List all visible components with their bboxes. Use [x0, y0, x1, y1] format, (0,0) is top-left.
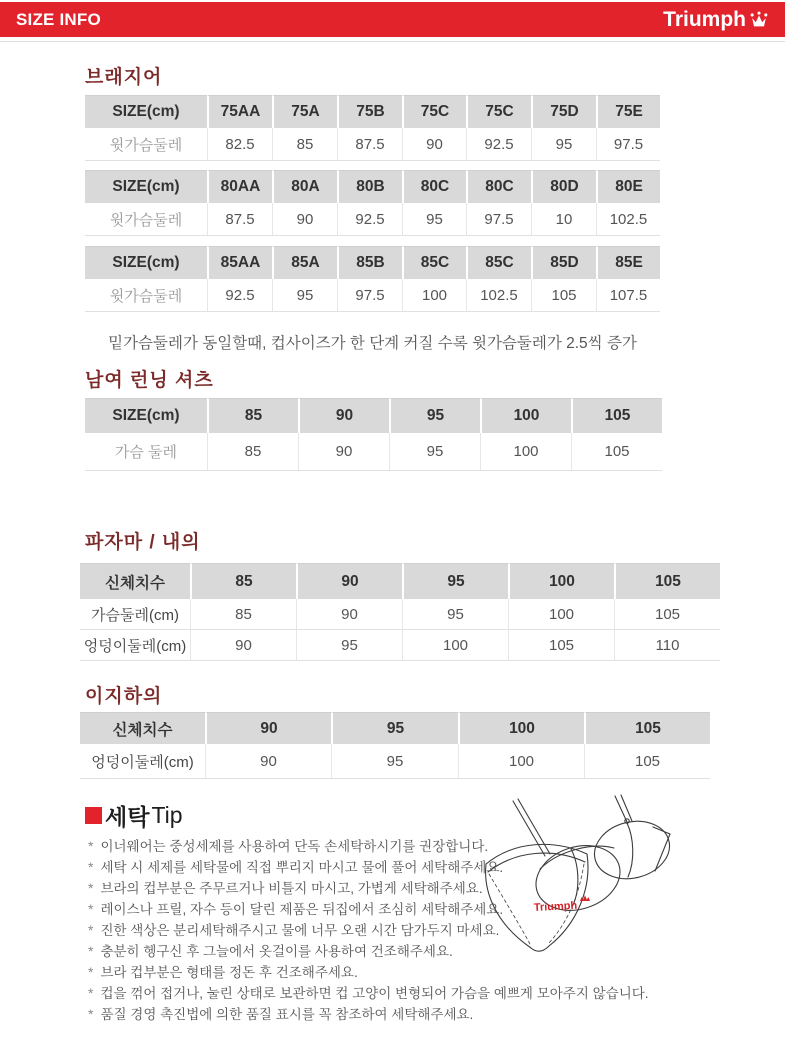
column-header: 100 — [458, 712, 584, 744]
wash-tip-text: 세탁 시 세제를 세탁물에 직접 뿌리지 마시고 물에 풀어 세탁해주세요. — [100, 860, 504, 875]
section-title-bra: 브래지어 — [85, 67, 163, 88]
table-corner-header: SIZE(cm) — [85, 170, 207, 203]
cell-value: 105 — [508, 630, 614, 661]
wash-tip-text: 진한 색상은 분리세탁해주시고 물에 너무 오랜 시간 담가두지 마세요. — [100, 923, 500, 938]
column-header: 85E — [596, 246, 660, 279]
column-header: 100 — [508, 563, 614, 599]
size-table — [85, 170, 660, 236]
cell-value: 95 — [296, 630, 402, 661]
column-header: 80A — [272, 170, 337, 203]
table-corner-header: SIZE(cm) — [85, 246, 207, 279]
table-row — [85, 279, 660, 312]
asterisk-bullet-icon: * — [88, 943, 94, 959]
cell-value: 10 — [531, 203, 596, 236]
cell-value: 90 — [296, 599, 402, 630]
bra-size-table-75 — [85, 95, 660, 161]
column-header: 105 — [614, 563, 720, 599]
section-title-easy-bottoms: 이지하의 — [85, 686, 163, 707]
wash-tip-heading — [85, 799, 183, 832]
table-corner-header: SIZE(cm) — [85, 95, 207, 128]
cell-value: 95 — [402, 203, 466, 236]
section-title-pajama: 파자마 / 내의 — [85, 532, 201, 553]
column-header: 75C — [466, 95, 531, 128]
row-label: 윗가슴둘레 — [85, 128, 207, 161]
cell-value: 95 — [272, 279, 337, 312]
column-header: 80E — [596, 170, 660, 203]
cell-value: 102.5 — [466, 279, 531, 312]
cell-value: 82.5 — [207, 128, 272, 161]
wash-tip-heading-rest: Tip — [151, 802, 183, 828]
crown-icon — [749, 11, 769, 28]
column-header: 90 — [296, 563, 402, 599]
cell-value: 110 — [614, 630, 720, 661]
brand-wordmark: Triumph — [663, 7, 746, 31]
asterisk-bullet-icon: * — [88, 880, 94, 896]
illustration-crown-icon — [580, 895, 590, 901]
column-header: 75AA — [207, 95, 272, 128]
size-table — [85, 398, 662, 471]
cell-value: 92.5 — [337, 203, 402, 236]
cell-value: 105 — [584, 744, 710, 779]
cell-value: 90 — [298, 433, 389, 471]
column-header: 95 — [402, 563, 508, 599]
row-label: 가슴 둘레 — [85, 433, 207, 471]
table-header-row — [85, 170, 660, 203]
row-label: 윗가슴둘레 — [85, 279, 207, 312]
table-header-row — [80, 563, 720, 599]
column-header: 90 — [298, 398, 389, 433]
table-row — [80, 630, 720, 661]
cell-value: 100 — [458, 744, 584, 779]
wash-tip-text: 이너웨어는 중성세제를 사용하여 단독 손세탁하시기를 권장합니다. — [100, 839, 489, 854]
cell-value: 92.5 — [466, 128, 531, 161]
size-table — [85, 246, 660, 312]
column-header: 100 — [480, 398, 571, 433]
wash-tip-text: 품질 경영 촉진법에 의한 품질 표시를 꼭 참조하여 세탁해주세요. — [100, 1007, 474, 1022]
cell-value: 100 — [480, 433, 571, 471]
asterisk-bullet-icon: * — [88, 838, 94, 854]
asterisk-bullet-icon: * — [88, 1006, 94, 1022]
wash-tip-text: 컵을 꺾어 접거나, 눌린 상태로 보관하면 컵 고양이 변형되어 가슴을 예쁘게 모아주지 않습니다. — [100, 986, 649, 1001]
wash-tip-text: 브라 컵부분은 형태를 정돈 후 건조해주세요. — [100, 965, 358, 980]
table-corner-header: SIZE(cm) — [85, 398, 207, 433]
cell-value: 100 — [508, 599, 614, 630]
column-header: 85B — [337, 246, 402, 279]
table-row — [85, 203, 660, 236]
row-label: 가슴둘레(cm) — [80, 599, 190, 630]
cell-value: 90 — [205, 744, 331, 779]
cell-value: 87.5 — [207, 203, 272, 236]
cell-value: 102.5 — [596, 203, 660, 236]
table-row — [80, 744, 710, 779]
column-header: 85C — [466, 246, 531, 279]
page-title: SIZE INFO — [16, 9, 101, 29]
column-header: 80C — [466, 170, 531, 203]
wash-tip-text: 충분히 헹구신 후 그늘에서 옷걸이를 사용하여 건조해주세요. — [100, 944, 453, 959]
pajama-size-table — [80, 563, 720, 661]
size-table — [85, 95, 660, 161]
column-header: 80C — [402, 170, 466, 203]
cell-value: 95 — [531, 128, 596, 161]
column-header: 105 — [584, 712, 710, 744]
asterisk-bullet-icon: * — [88, 985, 94, 1001]
cell-value: 95 — [402, 599, 508, 630]
table-row — [85, 433, 662, 471]
table-header-row — [85, 246, 660, 279]
column-header: 75C — [402, 95, 466, 128]
row-label: 윗가슴둘레 — [85, 203, 207, 236]
column-header: 80D — [531, 170, 596, 203]
asterisk-bullet-icon: * — [88, 901, 94, 917]
running-shirt-size-table — [85, 398, 662, 471]
cell-value: 85 — [190, 599, 296, 630]
wash-tip — [88, 1004, 668, 1025]
column-header: 85 — [207, 398, 298, 433]
wash-tip-heading-bold: 세탁 — [105, 804, 150, 830]
bra-size-table-85 — [85, 246, 660, 312]
bra-panty-illustration — [474, 794, 679, 979]
column-header: 80AA — [207, 170, 272, 203]
bra-size-note: 밑가슴둘레가 동일할때, 컵사이즈가 한 단계 커질 수록 윗가슴둘레가 2.5씩 증가 — [108, 335, 637, 352]
column-header: 85D — [531, 246, 596, 279]
column-header: 95 — [389, 398, 480, 433]
table-header-row — [85, 95, 660, 128]
cell-value: 90 — [190, 630, 296, 661]
cell-value: 90 — [272, 203, 337, 236]
page-header-bar — [0, 2, 785, 37]
wash-tip-text: 브라의 컵부분은 주무르거나 비틀지 마시고, 가볍게 세탁해주세요. — [100, 881, 483, 896]
cell-value: 85 — [272, 128, 337, 161]
size-table — [80, 712, 710, 779]
header-divider — [0, 41, 785, 42]
column-header: 105 — [571, 398, 662, 433]
cell-value: 92.5 — [207, 279, 272, 312]
cell-value: 97.5 — [596, 128, 660, 161]
cell-value: 95 — [389, 433, 480, 471]
cell-value: 85 — [207, 433, 298, 471]
row-label: 엉덩이둘레(cm) — [80, 630, 190, 661]
bra-size-table-80 — [85, 170, 660, 236]
row-label: 엉덩이둘레(cm) — [80, 744, 205, 779]
illustration-brand-label: Triumph — [533, 899, 578, 914]
cell-value: 107.5 — [596, 279, 660, 312]
cell-value: 105 — [531, 279, 596, 312]
cell-value: 87.5 — [337, 128, 402, 161]
column-header: 80B — [337, 170, 402, 203]
table-corner-header: 신체치수 — [80, 712, 205, 744]
column-header: 75E — [596, 95, 660, 128]
cell-value: 95 — [331, 744, 458, 779]
triumph-logo — [663, 8, 769, 32]
table-row — [85, 128, 660, 161]
easy-bottoms-size-table — [80, 712, 710, 779]
wash-tip-text: 레이스나 프릴, 자수 등이 달린 제품은 뒤집에서 조심히 세탁해주세요. — [100, 902, 504, 917]
column-header: 75D — [531, 95, 596, 128]
cell-value: 90 — [402, 128, 466, 161]
table-corner-header: 신체치수 — [80, 563, 190, 599]
size-table — [80, 563, 720, 661]
column-header: 85C — [402, 246, 466, 279]
column-header: 75B — [337, 95, 402, 128]
table-row — [80, 599, 720, 630]
cell-value: 97.5 — [466, 203, 531, 236]
asterisk-bullet-icon: * — [88, 859, 94, 875]
cell-value: 100 — [402, 279, 466, 312]
asterisk-bullet-icon: * — [88, 964, 94, 980]
column-header: 90 — [205, 712, 331, 744]
column-header: 85A — [272, 246, 337, 279]
table-header-row — [80, 712, 710, 744]
column-header: 75A — [272, 95, 337, 128]
wash-tip — [88, 983, 668, 1004]
cell-value: 97.5 — [337, 279, 402, 312]
column-header: 85 — [190, 563, 296, 599]
red-square-bullet-icon — [85, 807, 102, 824]
column-header: 95 — [331, 712, 458, 744]
cell-value: 105 — [614, 599, 720, 630]
section-title-running-shirt: 남여 런닝 셔츠 — [85, 370, 214, 391]
cell-value: 105 — [571, 433, 662, 471]
asterisk-bullet-icon: * — [88, 922, 94, 938]
column-header: 85AA — [207, 246, 272, 279]
table-header-row — [85, 398, 662, 433]
cell-value: 100 — [402, 630, 508, 661]
